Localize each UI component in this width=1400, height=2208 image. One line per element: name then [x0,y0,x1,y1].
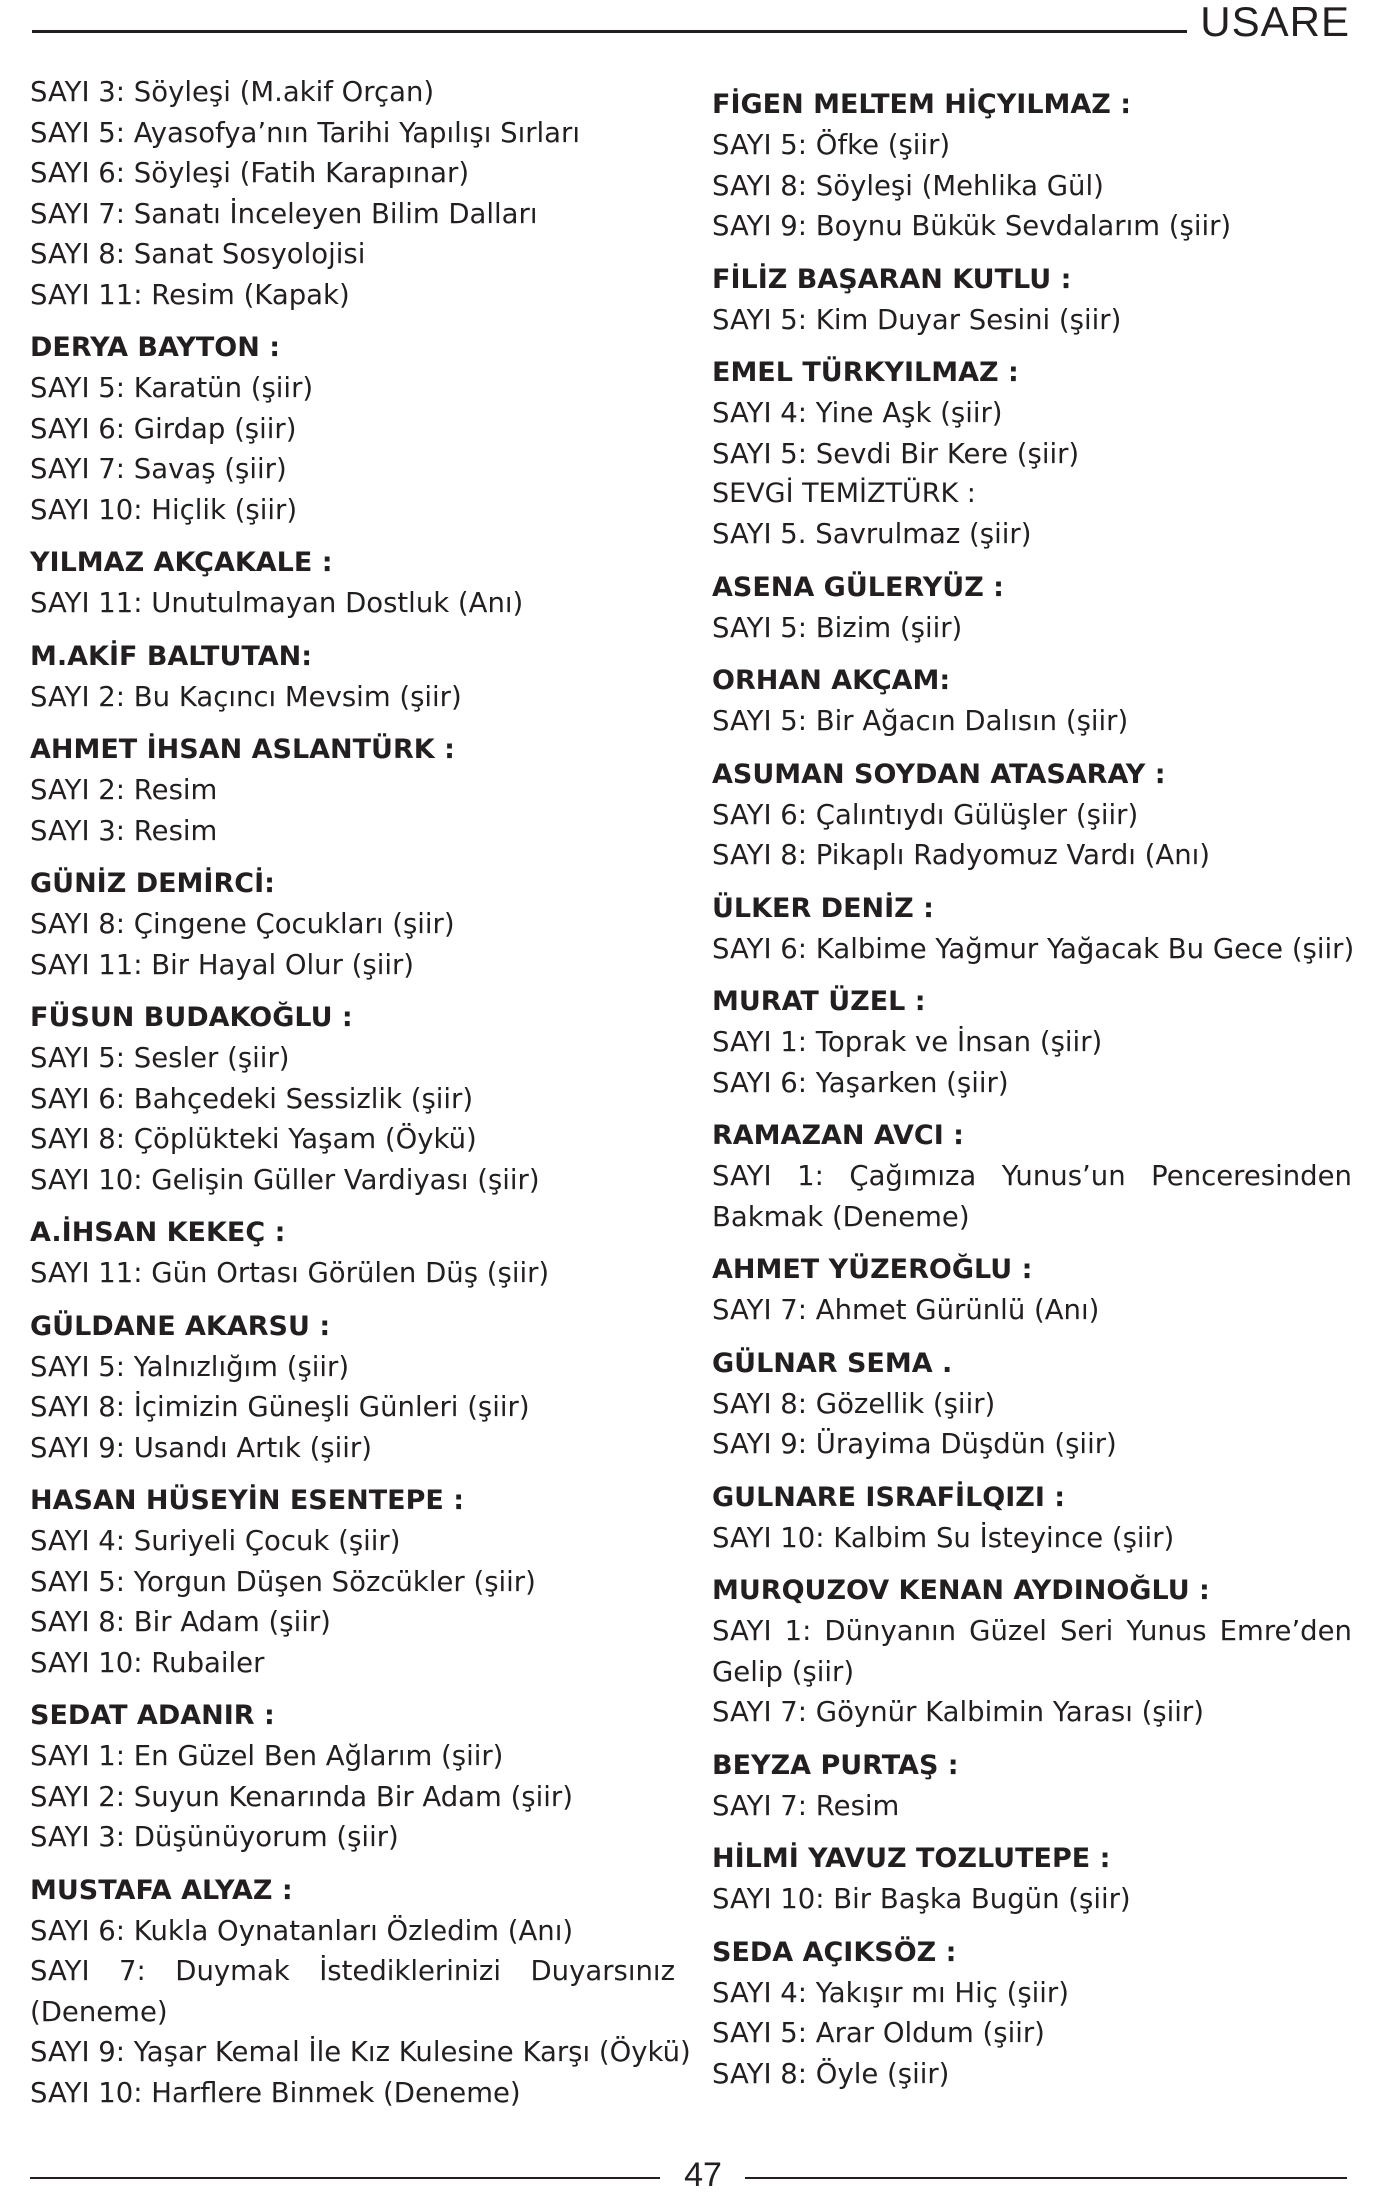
author-heading: HASAN HÜSEYİN ESENTEPE : [30,1485,465,1516]
issue-entry: SAYI 4: Yine Aşk (şiir) [712,397,1003,429]
issue-entry: SAYI 6: Kukla Oynatanları Özledim (Anı) [30,1914,574,1947]
issue-entry: SAYI 6: Çalıntıydı Gülüşler (şiir) [712,798,1139,831]
issue-entry: SAYI 6: Yaşarken (şiir) [712,1066,1009,1099]
issue-entry: SAYI 3: Resim [30,814,218,847]
author-heading: GÜLNAR SEMA . [712,1347,953,1379]
issue-entry: SAYI 4: Yakışır mı Hiç (şiir) [712,1976,1069,2009]
issue-entry: SAYI 10: Bir Başka Bugün (şiir) [712,1883,1131,1915]
issue-entry: SAYI 8: Bir Adam (şiir) [30,1606,331,1638]
issue-entry: SAYI 5: Ayasofya’nın Tarihi Yapılışı Sırları [30,116,580,149]
author-heading: HİLMİ YAVUZ TOZLUTEPE : [712,1843,1111,1874]
issue-entry: SAYI 8: Öyle (şiir) [712,2057,950,2090]
issue-entry: SAYI 10: Hiçlik (şiir) [30,493,298,526]
issue-entry: SAYI 10: Rubailer [30,1646,265,1679]
issue-entry: SAYI 7: Duymak İstediklerinizi Duyarsınız (Deneme) [30,1955,675,2028]
issue-entry: SAYI 7: Sanatı İnceleyen Bilim Dalları [30,197,538,230]
author-heading: DERYA BAYTON : [30,332,281,363]
magazine-name: USARE [1200,0,1350,45]
issue-entry: SAYI 1: Çağımıza Yunus’un Penceresinden Bakmak (Deneme) [712,1160,1352,1233]
author-heading: A.İHSAN KEKEÇ : [30,1217,286,1248]
header-rule [32,30,1187,33]
author-heading: SEDAT ADANIR : [30,1700,275,1731]
issue-entry: SAYI 5: Sevdi Bir Kere (şiir) [712,437,1080,470]
issue-entry: SAYI 5: Arar Oldum (şiir) [712,2017,1045,2049]
footer-rule-right [745,2177,1347,2179]
left-column [30,72,691,2113]
issue-entry: SAYI 5. Savrulmaz (şiir) [712,518,1032,550]
issue-entry: SAYI 10: Gelişin Güller Vardiyası (şiir) [30,1163,540,1196]
footer-rule-left [30,2177,660,2179]
issue-entry: SAYI 2: Suyun Kenarında Bir Adam (şiir) [30,1780,573,1813]
issue-entry: SAYI 2: Resim [30,774,218,806]
issue-entry: SAYI 11: Unutulmayan Dostluk (Anı) [30,587,524,619]
issue-entry: SAYI 11: Resim (Kapak) [30,278,350,311]
issue-entry: SAYI 10: Kalbim Su İsteyince (şiir) [712,1521,1175,1554]
issue-entry: SAYI 5: Bizim (şiir) [712,611,963,644]
author-heading: RAMAZAN AVCI : [712,1120,964,1151]
issue-entry: SAYI 9: Usandı Artık (şiir) [30,1431,372,1464]
issue-entry: SAYI 9: Ürayima Düşdün (şiir) [712,1428,1117,1460]
issue-entry: SAYI 8: Pikaplı Radyomuz Vardı (Anı) [712,839,1211,871]
author-heading: SEDA AÇIKSÖZ : [712,1936,957,1968]
issue-entry: SAYI 6: Bahçedeki Sessizlik (şiir) [30,1082,474,1115]
author-heading: GULNARE ISRAFİLQIZI : [712,1481,1066,1513]
issue-entry: SAYI 8: Çöplükteki Yaşam (Öykü) [30,1123,477,1155]
author-heading: FİGEN MELTEM HİÇYILMAZ : [712,89,1132,120]
issue-entry: SAYI 1: En Güzel Ben Ağlarım (şiir) [30,1740,504,1772]
issue-entry: SAYI 5: Kim Duyar Sesini (şiir) [712,303,1122,336]
issue-entry: SAYI 1: Dünyanın Güzel Seri Yunus Emre’den Gelip (şiir) [712,1615,1352,1688]
issue-entry: SAYI 8: Çingene Çocukları (şiir) [30,908,455,940]
issue-entry: SAYI 4: Suriyeli Çocuk (şiir) [30,1525,401,1557]
right-column [712,72,1355,2094]
issue-entry: SAYI 3: Söyleşi (M.akif Orçan) [30,76,435,108]
author-heading: FİLİZ BAŞARAN KUTLU : [712,263,1072,295]
author-heading: MUSTAFA ALYAZ : [30,1874,293,1906]
author-heading: BEYZA PURTAŞ : [712,1749,959,1781]
issue-entry: SAYI 8: Gözellik (şiir) [712,1387,996,1420]
issue-entry: SAYI 8: Sanat Sosyolojisi [30,238,366,270]
issue-entry: SAYI 9: Yaşar Kemal İle Kız Kulesine Karşı (Öykü) [30,2036,691,2068]
author-heading: ASUMAN SOYDAN ATASARAY : [712,758,1166,790]
author-heading: GÜLDANE AKARSU : [30,1310,331,1342]
author-heading: EMEL TÜRKYILMAZ : [712,357,1019,388]
issue-entry: SAYI 2: Bu Kaçıncı Mevsim (şiir) [30,680,462,713]
issue-entry: SAYI 11: Bir Hayal Olur (şiir) [30,948,415,981]
issue-entry: SAYI 1: Toprak ve İnsan (şiir) [712,1026,1103,1058]
issue-entry: SAYI 7: Savaş (şiir) [30,453,287,485]
issue-entry: SAYI 8: Söyleşi (Mehlika Gül) [712,169,1104,202]
issue-entry: SAYI 3: Düşünüyorum (şiir) [30,1821,399,1853]
issue-entry: SAYI 6: Girdap (şiir) [30,412,297,445]
issue-entry: SAYI 6: Söyleşi (Fatih Karapınar) [30,157,470,189]
issue-entry: SAYI 10: Harflere Binmek (Deneme) [30,2076,521,2109]
issue-entry: SAYI 7: Ahmet Gürünlü (Anı) [712,1294,1100,1326]
issue-entry: SAYI 5: Öfke (şiir) [712,129,951,161]
issue-entry: SAYI 7: Göynür Kalbimin Yarası (şiir) [712,1696,1204,1728]
author-heading: MURQUZOV KENAN AYDINOĞLU : [712,1575,1210,1606]
issue-entry: SAYI 5: Bir Ağacın Dalısın (şiir) [712,705,1129,737]
page-number: 47 [684,2156,722,2194]
author-heading: GÜNİZ DEMİRCİ: [30,868,275,899]
issue-entry: SAYI 5: Yorgun Düşen Sözcükler (şiir) [30,1565,536,1598]
author-heading: YILMAZ AKÇAKALE : [30,547,333,578]
issue-entry: SAYI 7: Resim [712,1789,900,1822]
author-heading: M.AKİF BALTUTAN: [30,640,312,672]
author-heading: ÜLKER DENİZ : [712,892,934,924]
author-heading: AHMET YÜZEROĞLU : [712,1254,1033,1285]
author-heading: MURAT ÜZEL : [712,986,926,1017]
author-heading: ORHAN AKÇAM: [712,665,951,696]
issue-entry: SAYI 5: Karatün (şiir) [30,372,314,404]
author-heading: SEVGİ TEMİZTÜRK : [712,478,976,509]
author-heading: FÜSUN BUDAKOĞLU : [30,1002,353,1033]
author-heading: AHMET İHSAN ASLANTÜRK : [30,734,455,765]
issue-entry: SAYI 6: Kalbime Yağmur Yağacak Bu Gece (şiir) [712,932,1355,965]
author-heading: ASENA GÜLERYÜZ : [712,571,1004,603]
issue-entry: SAYI 9: Boynu Bükük Sevdalarım (şiir) [712,210,1232,242]
issue-entry: SAYI 5: Yalnızlığım (şiir) [30,1350,350,1383]
issue-entry: SAYI 11: Gün Ortası Görülen Düş (şiir) [30,1257,550,1289]
issue-entry: SAYI 5: Sesler (şiir) [30,1042,290,1074]
issue-entry: SAYI 8: İçimizin Güneşli Günleri (şiir) [30,1391,530,1423]
